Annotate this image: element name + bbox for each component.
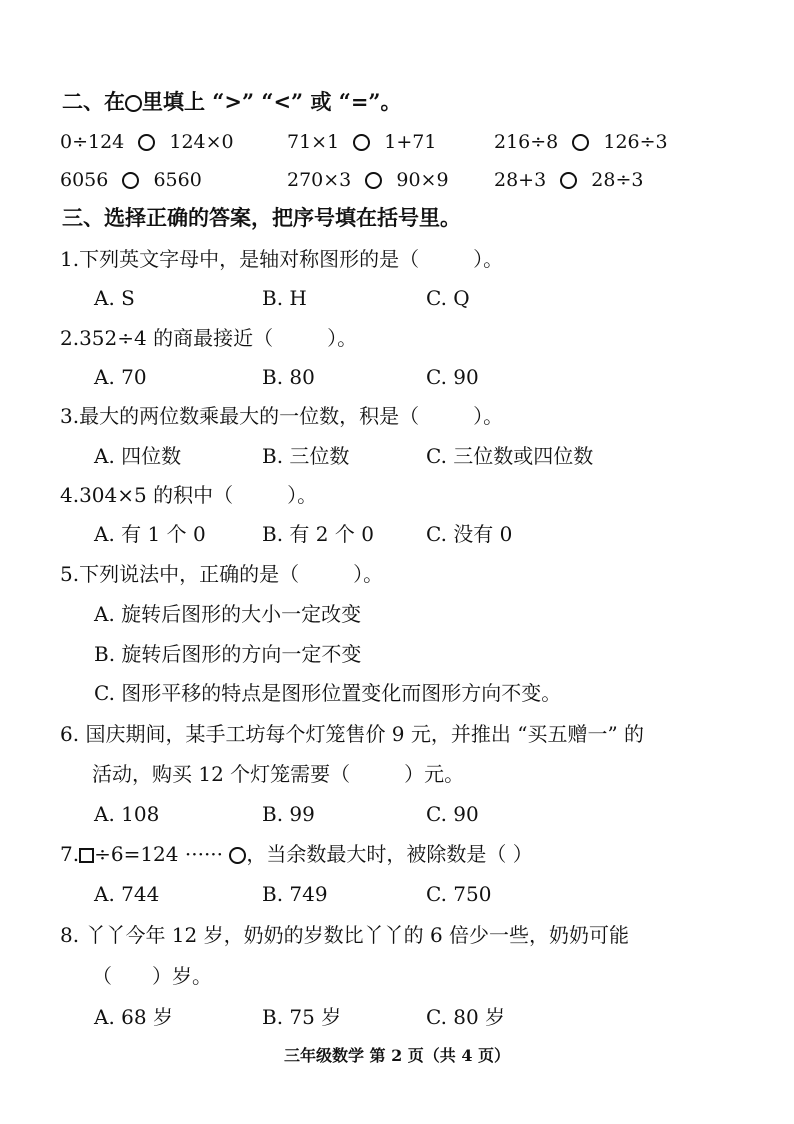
compare-right: 1+71 (384, 131, 437, 153)
compare-item (494, 130, 668, 154)
compare-left: 216÷8 (494, 131, 559, 153)
compare-right: 124×0 (169, 131, 234, 153)
option-b: B. 75 岁 (262, 1005, 342, 1029)
option-a: A. 70 (94, 365, 147, 389)
compare-item (287, 168, 449, 192)
question-6-stem-line2 (92, 762, 464, 786)
question-8-stem-line2 (92, 964, 212, 988)
question-stem-text: 3.最大的两位数乘最大的一位数，积是（ (60, 404, 420, 428)
question-stem-text: ）。 (473, 404, 504, 428)
section-2-title (62, 90, 402, 114)
question-5-stem (60, 562, 383, 586)
question-stem-text: 4.304×5 的积中（ (60, 483, 234, 507)
square-blank-icon (79, 848, 94, 863)
compare-left: 71×1 (287, 131, 340, 153)
question-stem-text: 7. (60, 842, 80, 866)
option-b: B. 749 (262, 882, 328, 906)
compare-right: 90×9 (396, 169, 449, 191)
compare-item (60, 168, 202, 192)
option-c: C. Q (426, 286, 470, 310)
compare-circle[interactable] (138, 134, 155, 151)
section-3-title: 三、选择正确的答案，把序号填在括号里。 (62, 205, 461, 230)
option-a: A. 有 1 个 0 (94, 522, 206, 546)
option-b: B. H (262, 286, 307, 310)
option-c: C. 90 (426, 365, 479, 389)
question-3-stem (60, 404, 503, 428)
compare-item (494, 168, 643, 192)
compare-left: 0÷124 (60, 131, 125, 153)
question-6-stem-line1: 6. 国庆期间，某手工坊每个灯笼售价 9 元，并推出 “买五赠一” 的 (60, 722, 645, 746)
section-2-title-pre: 二、在 (62, 89, 125, 114)
compare-right: 28÷3 (591, 169, 644, 191)
option-b: B. 80 (262, 365, 315, 389)
circle-blank-icon (125, 95, 142, 112)
question-stem-text: 2.352÷4 的商最接近（ (60, 326, 274, 350)
question-stem-text: 1.下列英文字母中，是轴对称图形的是（ (60, 247, 420, 271)
option-a: A. 旋转后图形的大小一定改变 (94, 602, 362, 626)
option-c: C. 三位数或四位数 (426, 444, 594, 468)
question-stem-text: ）岁。 (152, 964, 212, 988)
question-stem-text: ）元。 (404, 762, 465, 786)
question-stem-text: 5.下列说法中，正确的是（ (60, 562, 300, 586)
question-7-stem (60, 842, 533, 866)
compare-circle[interactable] (122, 172, 139, 189)
question-stem-text: ）。 (327, 326, 358, 350)
compare-right: 126÷3 (603, 131, 668, 153)
page-footer: 三年级数学 第 2 页（共 4 页） (283, 1046, 511, 1065)
option-a: A. 744 (94, 882, 160, 906)
compare-circle[interactable] (353, 134, 370, 151)
compare-left: 28+3 (494, 169, 547, 191)
compare-circle[interactable] (560, 172, 577, 189)
question-stem-text: 活动，购买 12 个灯笼需要（ (92, 762, 351, 786)
option-a: A. 68 岁 (94, 1005, 173, 1029)
option-b: B. 旋转后图形的方向一定不变 (94, 642, 362, 666)
question-stem-text: （ (92, 964, 112, 988)
question-2-stem (60, 326, 357, 350)
compare-item (287, 130, 436, 154)
compare-left: 270×3 (287, 169, 352, 191)
question-8-stem-line1: 8. 丫丫今年 12 岁，奶奶的岁数比丫丫的 6 倍少一些，奶奶可能 (60, 923, 630, 947)
option-c: C. 80 岁 (426, 1005, 506, 1029)
circle-blank-icon (229, 847, 246, 864)
question-stem-text: ÷6=124 ······ (94, 842, 224, 866)
option-a: A. 108 (94, 802, 160, 826)
compare-circle[interactable] (365, 172, 382, 189)
section-2-title-post: 里填上 “>” “<” 或 “=”。 (142, 89, 402, 114)
question-stem-text: ）。 (287, 483, 318, 507)
compare-right: 6560 (153, 169, 202, 191)
compare-circle[interactable] (572, 134, 589, 151)
question-stem-text: ）。 (353, 562, 384, 586)
option-c: C. 90 (426, 802, 479, 826)
option-c: C. 图形平移的特点是图形位置变化而图形方向不变。 (94, 681, 562, 705)
option-c: C. 没有 0 (426, 522, 513, 546)
question-4-stem (60, 483, 317, 507)
compare-item (60, 130, 234, 154)
option-c: C. 750 (426, 882, 492, 906)
option-b: B. 99 (262, 802, 315, 826)
option-b: B. 有 2 个 0 (262, 522, 374, 546)
question-1-stem (60, 247, 503, 271)
compare-left: 6056 (60, 169, 109, 191)
question-stem-text: ，当余数最大时，被除数是（ ） (246, 842, 533, 866)
option-a: A. S (94, 286, 135, 310)
question-stem-text: ）。 (473, 247, 504, 271)
option-b: B. 三位数 (262, 444, 350, 468)
option-a: A. 四位数 (94, 444, 182, 468)
